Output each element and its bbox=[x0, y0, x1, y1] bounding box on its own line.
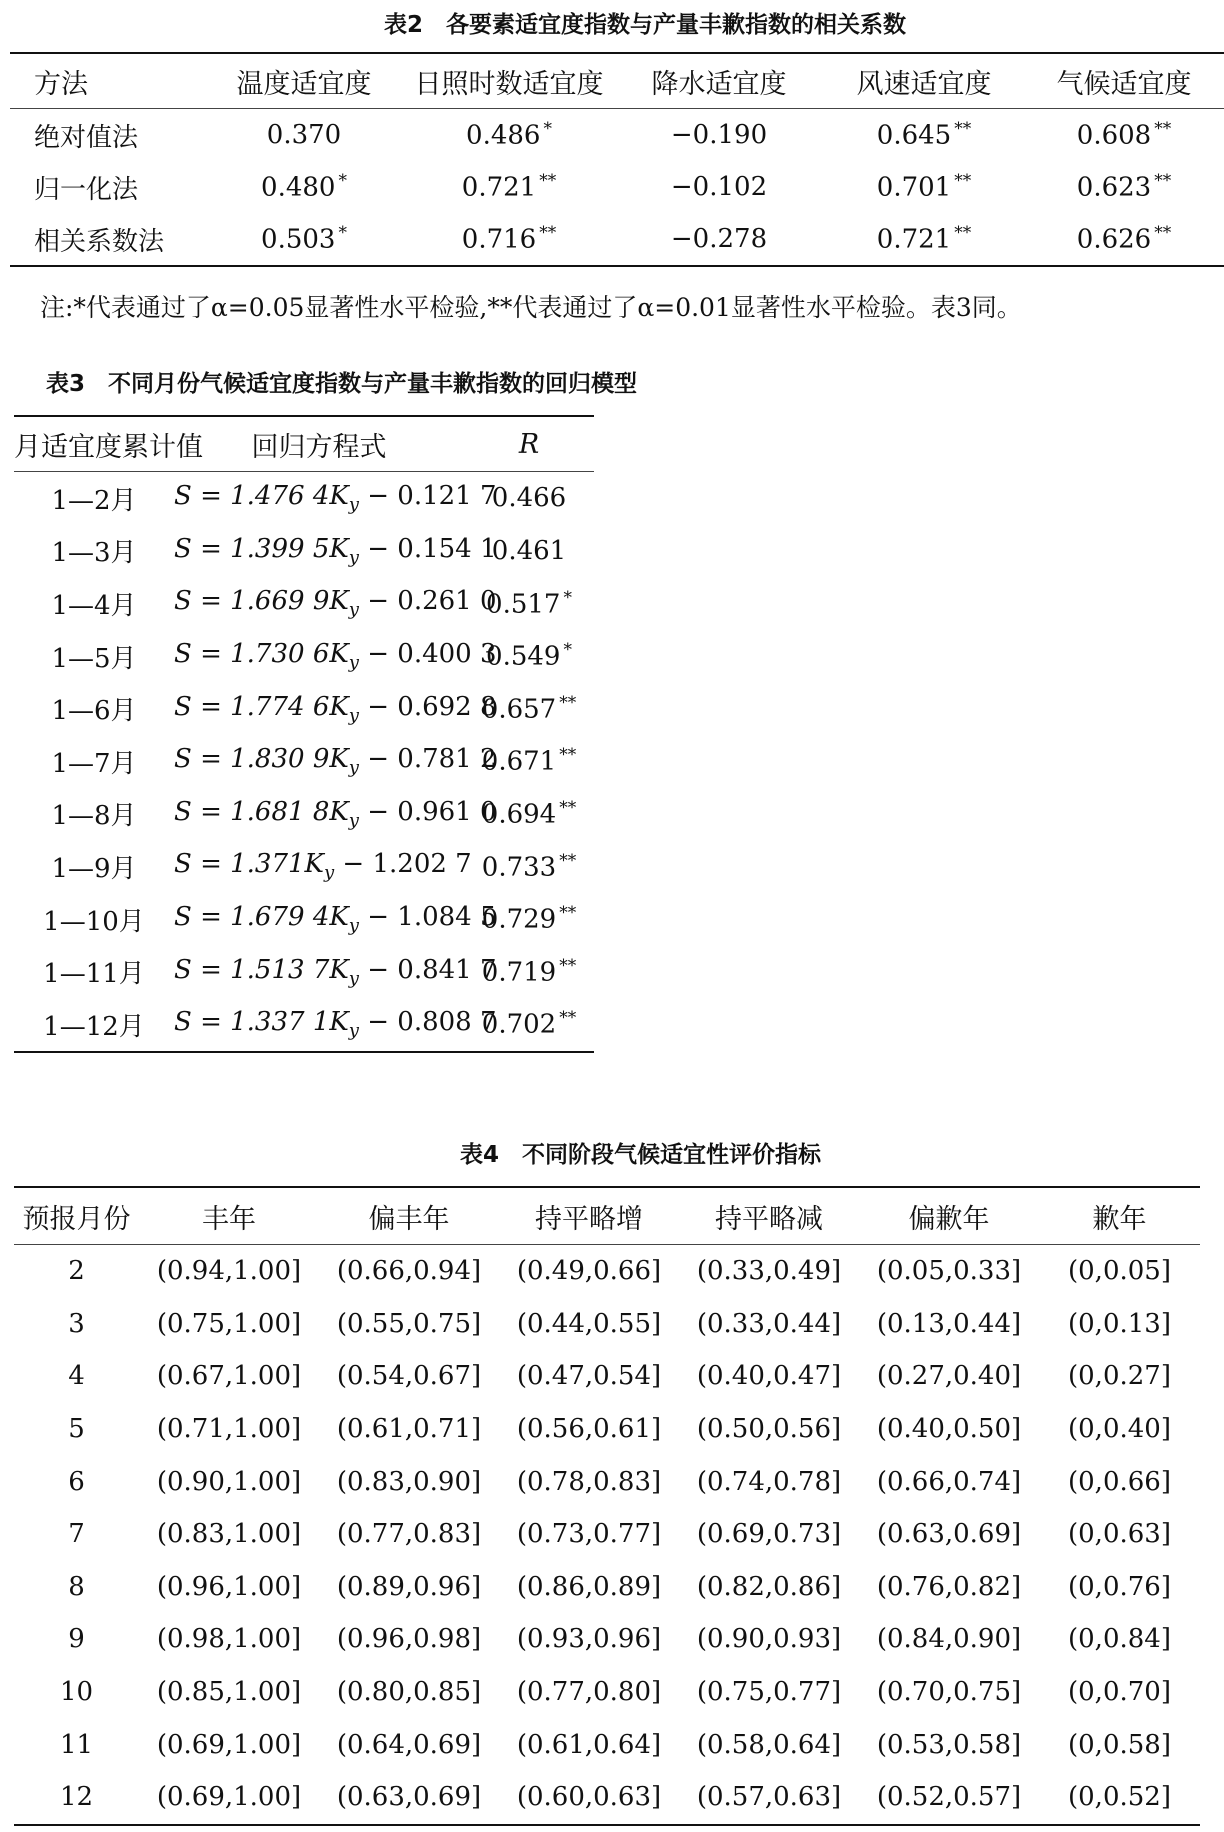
significance-mark: ** bbox=[559, 850, 577, 871]
equation-cell bbox=[174, 998, 497, 1052]
significance-mark: * bbox=[563, 587, 572, 608]
r-value-cell bbox=[464, 840, 594, 893]
month-range-cell: 1—9月 bbox=[51, 853, 137, 884]
table-cell: (0.75,1.00] bbox=[156, 1308, 302, 1339]
table-row bbox=[14, 1245, 1200, 1298]
table-cell: (0.50,0.56] bbox=[696, 1414, 842, 1445]
table-cell: (0.86,0.89] bbox=[516, 1571, 662, 1602]
cell-value: 0.486 bbox=[466, 120, 541, 151]
equation-subscript: y bbox=[348, 704, 359, 726]
equation-subscript: y bbox=[348, 809, 359, 831]
significance-mark: * bbox=[563, 640, 572, 661]
table-cell: (0.83,1.00] bbox=[156, 1519, 302, 1550]
table-cell: 5 bbox=[68, 1414, 85, 1445]
equation-subscript: y bbox=[323, 862, 335, 884]
significance-mark: ** bbox=[559, 692, 577, 713]
significance-mark: ** bbox=[1154, 119, 1172, 140]
cell-value: 0.549 bbox=[486, 641, 561, 672]
table-cell: (0.54,0.67] bbox=[336, 1361, 482, 1392]
table4-header: 歉年 bbox=[1092, 1203, 1147, 1235]
table-cell: (0,0.13] bbox=[1068, 1308, 1171, 1339]
table-cell bbox=[614, 213, 824, 266]
table-cell bbox=[1024, 213, 1224, 266]
cell-value: 0.503 bbox=[261, 224, 336, 255]
equation-constant: − 0.841 7 bbox=[358, 954, 497, 985]
table-cell bbox=[204, 161, 404, 213]
table-cell: (0.33,0.44] bbox=[696, 1308, 842, 1339]
equation-constant: − 0.154 1 bbox=[358, 533, 497, 564]
r-value-cell bbox=[464, 945, 594, 998]
table-cell: (0.83,0.90] bbox=[336, 1466, 482, 1497]
table-cell: 9 bbox=[68, 1624, 85, 1655]
equation-constant: − 0.121 7 bbox=[358, 481, 497, 512]
significance-mark: ** bbox=[954, 171, 972, 192]
table-row bbox=[14, 1508, 1200, 1561]
cell-value: 0.623 bbox=[1076, 172, 1152, 203]
table-cell: (0.90,1.00] bbox=[156, 1466, 302, 1497]
table2-header: 降水适宜度 bbox=[651, 68, 787, 100]
table2-header: 风速适宜度 bbox=[856, 68, 992, 100]
cell-value: −0.190 bbox=[670, 120, 768, 150]
table-row bbox=[14, 788, 594, 841]
table-cell: 10 bbox=[59, 1677, 94, 1708]
significance-mark: ** bbox=[559, 745, 577, 766]
table-cell: 4 bbox=[68, 1361, 85, 1392]
cell-value: 0.370 bbox=[266, 120, 342, 150]
equation-constant: − 0.781 2 bbox=[358, 744, 497, 775]
table-cell bbox=[404, 109, 614, 162]
table3-header: 月适宜度累计值 bbox=[14, 431, 203, 463]
table-cell: (0.64,0.69] bbox=[336, 1729, 482, 1760]
table-cell: (0.63,0.69] bbox=[876, 1519, 1022, 1550]
cell-value: 0.657 bbox=[481, 694, 557, 725]
equation-main: S = 1.830 9K bbox=[174, 744, 349, 775]
table-cell: 2 bbox=[68, 1256, 85, 1287]
cell-value: 归一化法 bbox=[34, 174, 139, 205]
table-cell: 12 bbox=[59, 1782, 94, 1813]
table-cell bbox=[1024, 161, 1224, 213]
table-row bbox=[14, 735, 594, 788]
table-cell: (0.27,0.40] bbox=[876, 1361, 1022, 1392]
equation-cell bbox=[174, 577, 497, 630]
table-cell: (0.33,0.49] bbox=[696, 1256, 842, 1287]
table-cell: (0.90,0.93] bbox=[696, 1624, 842, 1655]
table4-caption: 表4 不同阶段气候适宜性评价指标 bbox=[460, 1142, 822, 1168]
table-row bbox=[10, 161, 1224, 213]
r-value-cell bbox=[464, 682, 594, 735]
month-range-cell: 1—8月 bbox=[51, 801, 137, 832]
cell-value: 0.694 bbox=[481, 799, 557, 830]
table-cell: (0.61,0.64] bbox=[516, 1729, 662, 1760]
cell-value: 0.719 bbox=[481, 957, 557, 988]
table2-caption: 表2 各要素适宜度指数与产量丰歉指数的相关系数 bbox=[384, 12, 907, 38]
cell-value: 0.461 bbox=[491, 535, 567, 566]
r-value-cell bbox=[464, 788, 594, 841]
equation-main: S = 1.679 4K bbox=[174, 901, 349, 932]
equation-main: S = 1.337 1K bbox=[174, 1007, 349, 1038]
table-cell: (0.52,0.57] bbox=[876, 1782, 1022, 1813]
table-row bbox=[10, 109, 1224, 162]
table-row bbox=[14, 1561, 1200, 1614]
table-cell: (0,0.05] bbox=[1068, 1256, 1171, 1287]
table3-header-row bbox=[14, 416, 594, 472]
significance-mark: ** bbox=[539, 223, 557, 244]
table-cell: (0,0.63] bbox=[1068, 1519, 1171, 1550]
equation-subscript: y bbox=[348, 494, 359, 516]
table-cell: (0,0.76] bbox=[1068, 1571, 1171, 1602]
table4-header: 持平略减 bbox=[715, 1203, 823, 1235]
cell-value: 0.702 bbox=[481, 1010, 557, 1041]
table-row bbox=[10, 213, 1224, 266]
table-cell bbox=[10, 161, 204, 213]
table-cell: (0.55,0.75] bbox=[336, 1308, 482, 1339]
table-cell: (0.89,0.96] bbox=[336, 1571, 482, 1602]
significance-mark: * bbox=[338, 223, 347, 244]
table-row bbox=[14, 945, 594, 998]
table-cell: 8 bbox=[68, 1571, 85, 1602]
table-cell bbox=[824, 109, 1024, 162]
table-cell: (0.75,0.77] bbox=[696, 1677, 842, 1708]
table-cell: (0.80,0.85] bbox=[336, 1677, 482, 1708]
equation-constant: − 0.961 0 bbox=[358, 796, 497, 827]
table3-body bbox=[14, 472, 594, 1052]
table-cell: (0.85,1.00] bbox=[156, 1677, 302, 1708]
significance-mark: ** bbox=[954, 119, 972, 140]
equation-subscript: y bbox=[348, 967, 359, 989]
significance-mark: ** bbox=[1154, 223, 1172, 244]
significance-mark: ** bbox=[539, 171, 557, 192]
equation-main: S = 1.774 6K bbox=[174, 691, 349, 722]
significance-mark: ** bbox=[954, 223, 972, 244]
cell-value: 0.716 bbox=[461, 224, 537, 255]
table3 bbox=[14, 415, 594, 1053]
equation-subscript: y bbox=[348, 757, 359, 779]
table-row bbox=[14, 1718, 1200, 1771]
equation-cell bbox=[174, 682, 497, 735]
table-row bbox=[14, 577, 594, 630]
table-cell: 7 bbox=[68, 1519, 85, 1550]
equation-cell bbox=[174, 735, 497, 788]
table-cell: (0.76,0.82] bbox=[876, 1571, 1022, 1602]
cell-value: 0.733 bbox=[481, 852, 557, 883]
equation-cell bbox=[174, 945, 497, 998]
significance-mark: ** bbox=[559, 798, 577, 819]
table-cell bbox=[824, 213, 1024, 266]
table-row bbox=[14, 525, 594, 578]
cell-value: 相关系数法 bbox=[34, 226, 165, 257]
table-row bbox=[14, 840, 594, 893]
equation-cell bbox=[174, 630, 497, 683]
table-cell: (0,0.84] bbox=[1068, 1624, 1171, 1655]
equation-subscript: y bbox=[348, 599, 359, 621]
table4-header: 偏歉年 bbox=[908, 1203, 990, 1235]
r-value-cell bbox=[464, 735, 594, 788]
table-cell: (0.69,0.73] bbox=[696, 1519, 842, 1550]
table-row bbox=[14, 1455, 1200, 1508]
table-row bbox=[14, 630, 594, 683]
table-cell bbox=[404, 161, 614, 213]
table-cell bbox=[204, 213, 404, 266]
cell-value: −0.278 bbox=[670, 224, 768, 254]
table-cell: (0.73,0.77] bbox=[516, 1519, 662, 1550]
table-cell: (0.05,0.33] bbox=[876, 1256, 1022, 1287]
table-cell: (0.60,0.63] bbox=[516, 1782, 662, 1813]
month-range-cell: 1—12月 bbox=[43, 1011, 145, 1042]
table4-body bbox=[14, 1245, 1200, 1825]
table-cell: (0.61,0.71] bbox=[336, 1414, 482, 1445]
table2-header: 方法 bbox=[34, 68, 88, 100]
table4-header: 丰年 bbox=[202, 1203, 256, 1235]
table-cell: 6 bbox=[68, 1466, 85, 1497]
table-cell bbox=[614, 109, 824, 162]
month-range-cell: 1—2月 bbox=[51, 485, 137, 516]
cell-value: 0.721 bbox=[876, 224, 952, 255]
table-cell: (0,0.66] bbox=[1068, 1466, 1171, 1497]
table-row bbox=[14, 998, 594, 1052]
table2-header: 日照时数适宜度 bbox=[414, 68, 604, 100]
month-range-cell: 1—11月 bbox=[43, 959, 145, 990]
equation-cell bbox=[174, 893, 497, 946]
cell-value: 0.671 bbox=[481, 747, 557, 778]
significance-mark: ** bbox=[559, 955, 577, 976]
table-cell: (0.98,1.00] bbox=[156, 1624, 302, 1655]
table-cell: (0.78,0.83] bbox=[516, 1466, 662, 1497]
r-value-cell bbox=[464, 998, 594, 1052]
equation-cell bbox=[174, 840, 472, 893]
table-cell: (0.63,0.69] bbox=[336, 1782, 482, 1813]
equation-subscript: y bbox=[348, 652, 359, 674]
equation-subscript: y bbox=[348, 546, 359, 568]
cell-value: −0.102 bbox=[670, 172, 768, 202]
table2 bbox=[10, 52, 1224, 267]
equation-cell bbox=[174, 472, 497, 525]
cell-value: 绝对值法 bbox=[34, 122, 139, 153]
cell-value: 0.608 bbox=[1076, 120, 1152, 151]
table3-caption: 表3 不同月份气候适宜度指数与产量丰歉指数的回归模型 bbox=[46, 371, 638, 397]
equation-main: S = 1.476 4K bbox=[174, 481, 349, 512]
equation-subscript: y bbox=[348, 1020, 359, 1042]
table-cell: (0,0.52] bbox=[1068, 1782, 1171, 1813]
table-row bbox=[14, 1771, 1200, 1825]
table3-header: 回归方程式 bbox=[251, 431, 387, 463]
equation-main: S = 1.399 5K bbox=[174, 533, 349, 564]
table2-header: 气候适宜度 bbox=[1056, 68, 1192, 100]
equation-constant: − 1.202 7 bbox=[334, 849, 472, 880]
table-row bbox=[14, 1403, 1200, 1456]
month-range-cell: 1—6月 bbox=[51, 696, 137, 727]
table-cell: (0.77,0.83] bbox=[336, 1519, 482, 1550]
significance-mark: * bbox=[543, 119, 552, 140]
table-cell: (0.71,1.00] bbox=[156, 1414, 302, 1445]
equation-cell bbox=[174, 525, 497, 578]
equation-constant: − 0.808 7 bbox=[358, 1007, 497, 1038]
equation-main: S = 1.513 7K bbox=[174, 954, 349, 985]
table-row bbox=[14, 472, 594, 525]
table-cell: (0.56,0.61] bbox=[516, 1414, 662, 1445]
table-cell: (0,0.27] bbox=[1068, 1361, 1171, 1392]
table-row bbox=[14, 1298, 1200, 1351]
significance-mark: ** bbox=[1154, 171, 1172, 192]
table-cell: (0.40,0.50] bbox=[876, 1414, 1022, 1445]
cell-value: 0.466 bbox=[491, 483, 567, 514]
table2-header-row bbox=[10, 53, 1224, 109]
table-row bbox=[14, 682, 594, 735]
significance-mark: ** bbox=[559, 1008, 577, 1029]
table-cell: (0.53,0.58] bbox=[876, 1729, 1022, 1760]
equation-subscript: y bbox=[348, 915, 359, 937]
table-cell bbox=[1024, 109, 1224, 162]
equation-constant: − 0.692 8 bbox=[358, 691, 497, 722]
table-cell: (0.57,0.63] bbox=[696, 1782, 842, 1813]
table-cell: (0,0.70] bbox=[1068, 1677, 1171, 1708]
cell-value: 0.729 bbox=[481, 904, 557, 935]
table-row bbox=[14, 1613, 1200, 1666]
table-cell: (0.93,0.96] bbox=[516, 1624, 662, 1655]
table-cell: (0.67,1.00] bbox=[156, 1361, 302, 1392]
table2-header: 温度适宜度 bbox=[236, 68, 372, 100]
table-cell: (0.94,1.00] bbox=[156, 1256, 302, 1287]
table4-header: 预报月份 bbox=[22, 1203, 131, 1235]
equation-main: S = 1.371K bbox=[174, 849, 324, 880]
table-cell: (0.96,0.98] bbox=[336, 1624, 482, 1655]
cell-value: 0.721 bbox=[461, 172, 537, 203]
significance-mark: ** bbox=[559, 903, 577, 924]
table-row bbox=[14, 1666, 1200, 1719]
cell-value: 0.645 bbox=[876, 120, 952, 151]
month-range-cell: 1—10月 bbox=[43, 906, 145, 937]
table2-body bbox=[10, 109, 1224, 267]
table-cell bbox=[614, 161, 824, 213]
table-cell: (0.69,1.00] bbox=[156, 1782, 302, 1813]
equation-constant: − 0.400 3 bbox=[358, 638, 497, 669]
table2-note: 注:*代表通过了α=0.05显著性水平检验,**代表通过了α=0.01显著性水平检验。表3同。 bbox=[40, 293, 1022, 322]
table4-header-row bbox=[14, 1187, 1200, 1245]
table-cell: (0.69,1.00] bbox=[156, 1729, 302, 1760]
table-cell: (0.66,0.94] bbox=[336, 1256, 482, 1287]
cell-value: 0.480 bbox=[261, 172, 336, 203]
equation-constant: − 1.084 5 bbox=[358, 901, 497, 932]
table-cell bbox=[204, 109, 404, 162]
table-cell: (0.96,1.00] bbox=[156, 1571, 302, 1602]
table-cell: (0,0.40] bbox=[1068, 1414, 1171, 1445]
table4-header: 持平略增 bbox=[535, 1203, 643, 1235]
table-cell: (0,0.58] bbox=[1068, 1729, 1171, 1760]
equation-cell bbox=[174, 788, 497, 841]
equation-main: S = 1.730 6K bbox=[174, 638, 349, 669]
table-cell: (0.84,0.90] bbox=[876, 1624, 1022, 1655]
table-cell: 11 bbox=[59, 1729, 94, 1760]
table-cell: 3 bbox=[68, 1308, 85, 1339]
r-value-cell bbox=[464, 893, 594, 946]
table-cell: (0.74,0.78] bbox=[696, 1466, 842, 1497]
cell-value: 0.517 bbox=[486, 589, 561, 620]
table-row bbox=[14, 893, 594, 946]
table-cell bbox=[10, 109, 204, 162]
equation-main: S = 1.681 8K bbox=[174, 796, 349, 827]
table-cell: (0.66,0.74] bbox=[876, 1466, 1022, 1497]
table-cell: (0.70,0.75] bbox=[876, 1677, 1022, 1708]
table-row bbox=[14, 1350, 1200, 1403]
cell-value: 0.701 bbox=[876, 172, 952, 203]
equation-constant: − 0.261 0 bbox=[358, 586, 497, 617]
table4-header: 偏丰年 bbox=[368, 1203, 450, 1235]
table-cell: (0.44,0.55] bbox=[516, 1308, 662, 1339]
month-range-cell: 1—5月 bbox=[51, 643, 137, 674]
table-cell bbox=[824, 161, 1024, 213]
month-range-cell: 1—7月 bbox=[51, 748, 137, 779]
significance-mark: * bbox=[338, 171, 347, 192]
table-cell: (0.82,0.86] bbox=[696, 1571, 842, 1602]
table-cell bbox=[10, 213, 204, 266]
month-range-cell: 1—3月 bbox=[51, 538, 137, 569]
table-cell: (0.47,0.54] bbox=[516, 1361, 662, 1392]
table-cell: (0.77,0.80] bbox=[516, 1677, 662, 1708]
cell-value: 0.626 bbox=[1076, 224, 1152, 255]
table-cell: (0.49,0.66] bbox=[516, 1256, 662, 1287]
table3-header: R bbox=[518, 428, 540, 460]
table-cell: (0.13,0.44] bbox=[876, 1308, 1022, 1339]
month-range-cell: 1—4月 bbox=[51, 590, 137, 621]
table-cell bbox=[404, 213, 614, 266]
table-cell: (0.58,0.64] bbox=[696, 1729, 842, 1760]
table-cell: (0.40,0.47] bbox=[696, 1361, 842, 1392]
table4 bbox=[14, 1186, 1200, 1826]
equation-main: S = 1.669 9K bbox=[174, 586, 349, 617]
